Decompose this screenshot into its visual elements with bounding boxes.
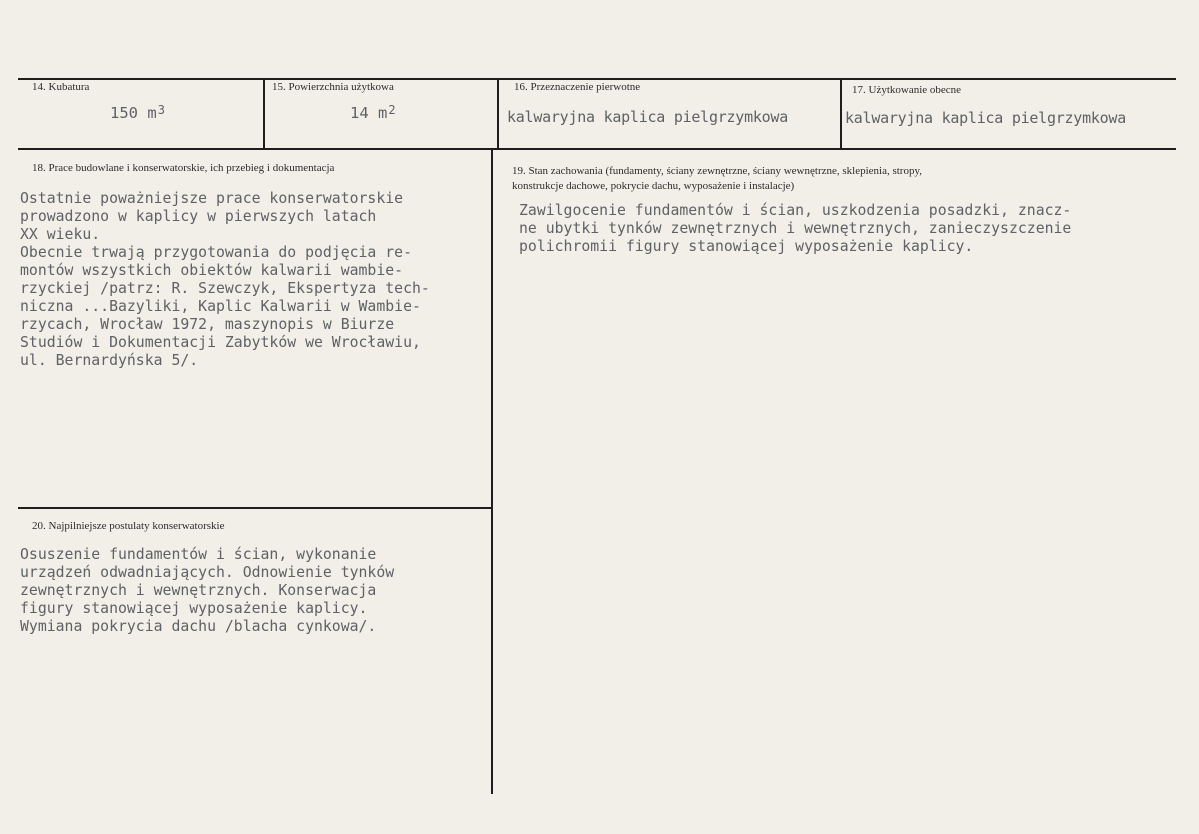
field-15-number: 14: [350, 104, 369, 122]
field-15-value: [350, 104, 396, 122]
text-line: montów wszystkich obiektów kalwarii wambie-: [20, 262, 404, 279]
text-line: figury stanowiącej wyposażenie kaplicy.: [20, 600, 368, 617]
text-line: prowadzono w kaplicy w pierwszych latach: [20, 208, 377, 225]
text-line: Studiów i Dokumentacji Zabytków we Wrocławiu,: [20, 334, 421, 351]
field-19-label: [512, 164, 922, 194]
field-17-label: 17. Użytkowanie obecne: [852, 84, 962, 96]
text-line: rzyckiej /patrz: R. Szewczyk, Ekspertyza tech-: [20, 280, 430, 297]
text-line: Ostatnie poważniejsze prace konserwatorskie: [20, 190, 404, 207]
field-16-value: kalwaryjna kaplica pielgrzymkowa: [507, 108, 788, 126]
field-15-exponent: 2: [388, 103, 396, 117]
row-divider-line: [18, 148, 1176, 150]
text-line: urządzeń odwadniających. Odnowienie tynków: [20, 564, 395, 581]
field-15-unit: m: [378, 104, 388, 122]
text-line: XX wieku.: [20, 226, 101, 243]
text-line: niczna ...Bazyliki, Kaplic Kalwarii w Wambie-: [20, 298, 421, 315]
col-divider-2: [497, 78, 499, 150]
field-14-label: 14. Kubatura: [32, 81, 90, 93]
col-divider-1: [263, 78, 265, 150]
text-line: Wymiana pokrycia dachu /blacha cynkowa/.: [20, 618, 377, 635]
text-line: rzycach, Wrocław 1972, maszynopis w Biurze: [20, 316, 395, 333]
text-line: Obecnie trwają przygotowania do podjęcia re-: [20, 244, 412, 261]
field-18-label: 18. Prace budowlane i konserwatorskie, ich przebieg i dokumentacja: [32, 162, 335, 174]
text-line: ne ubytki tynków zewnętrznych i wewnętrznych, zanieczyszczenie: [519, 220, 1072, 237]
field-14-unit: m: [147, 104, 157, 122]
text-line: Zawilgocenie fundamentów i ścian, uszkodzenia posadzki, znacz-: [519, 202, 1072, 219]
col-divider-3: [840, 78, 842, 150]
field-20-label: 20. Najpilniejsze postulaty konserwatorskie: [32, 520, 225, 532]
field-17-value: kalwaryjna kaplica pielgrzymkowa: [845, 109, 1126, 127]
field-19-label-line: 19. Stan zachowania (fundamenty, ściany zewnętrzne, ściany wewnętrzne, sklepienia, stropy,: [512, 165, 923, 177]
text-line: polichromii figury stanowiącej wyposażenie kaplicy.: [519, 238, 974, 255]
field-14-number: 150: [110, 104, 138, 122]
text-line: ul. Bernardyńska 5/.: [20, 352, 199, 369]
field-18-text: [20, 190, 430, 370]
field-14-exponent: 3: [157, 103, 165, 117]
field-14-value: [110, 104, 165, 122]
field-15-label: 15. Powierzchnia użytkowa: [272, 81, 394, 93]
main-vertical-divider: [491, 148, 493, 794]
field-20-text: [20, 546, 394, 636]
field-16-label: 16. Przeznaczenie pierwotne: [514, 81, 641, 93]
section-20-top-line: [18, 507, 492, 509]
text-line: zewnętrznych i wewnętrznych. Konserwacja: [20, 582, 377, 599]
text-line: Osuszenie fundamentów i ścian, wykonanie: [20, 546, 377, 563]
field-19-text: [519, 202, 1071, 256]
field-19-label-line: konstrukcje dachowe, pokrycie dachu, wyposażenie i instalacje): [512, 180, 795, 192]
